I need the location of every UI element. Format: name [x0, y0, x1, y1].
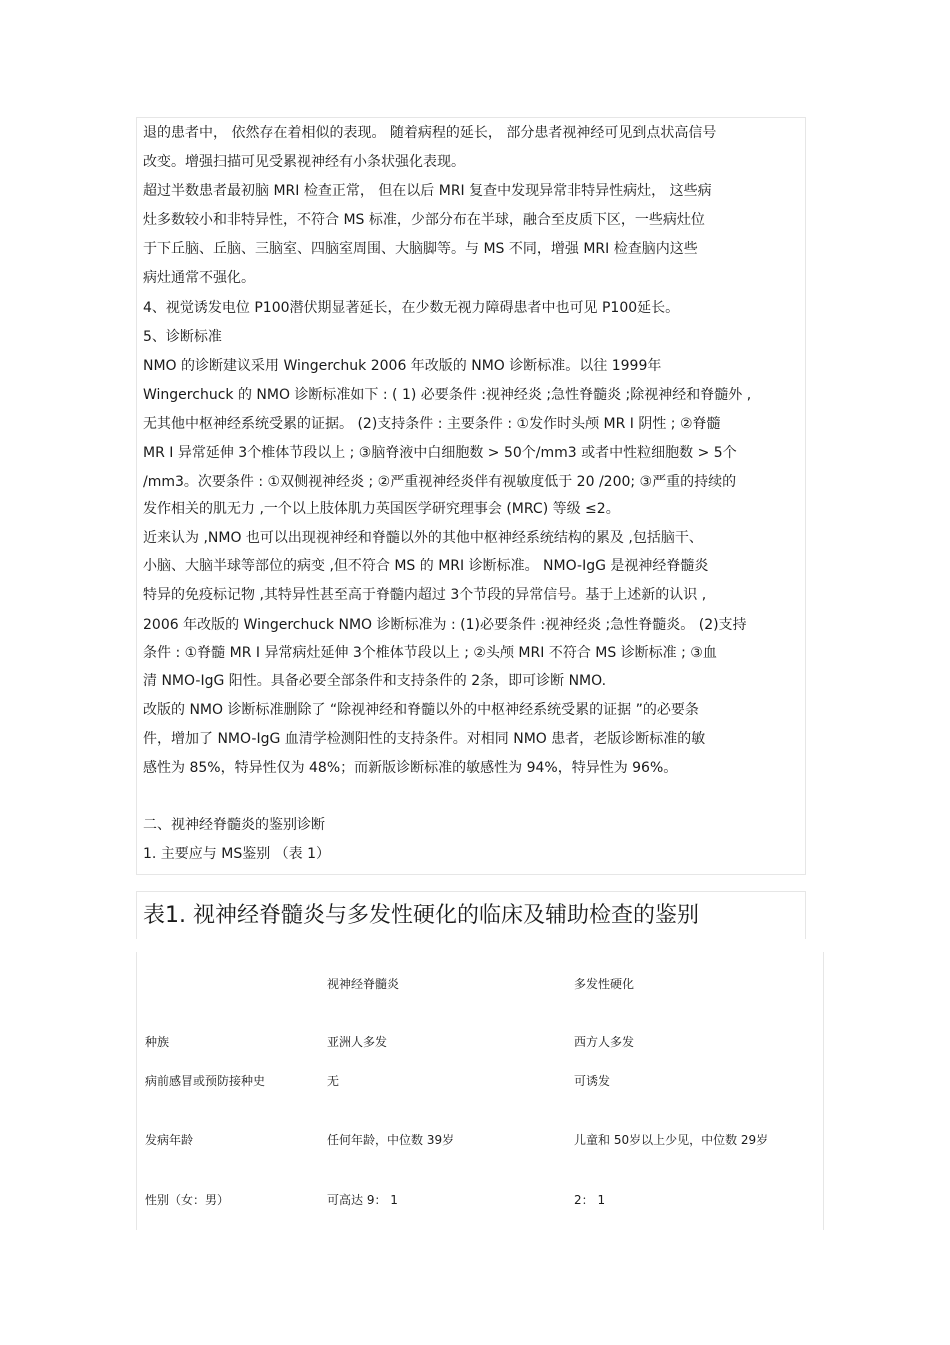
paragraph-line: /mm3。次要条件 : ①双侧视神经炎 ; ②严重视神经炎伴有视敏度低于 20 /200; ③严重的持续的 [143, 474, 737, 490]
table-cell-ms: 儿童和 50岁以上少见，中位数 29岁 [574, 1133, 769, 1147]
paragraph-line: NMO 的诊断建议采用 Wingerchuk 2006 年改版的 NMO 诊断标准。以往 1999年 [143, 358, 662, 374]
paragraph-line: MR I 异常延伸 3个椎体节段以上 ; ③脑脊液中白细胞数 > 50个/mm3 或者中性粒细胞数 > 5个 [143, 445, 737, 461]
paragraph-line: 于下丘脑、丘脑、三脑室、四脑室周围、大脑脚等。与 MS 不同，增强 MRI 检查脑内这些 [143, 241, 698, 257]
paragraph-line: 超过半数患者最初脑 MRI 检查正常， 但在以后 MRI 复查中发现异常非特异性病灶， 这些病 [143, 183, 712, 199]
table-cell-ms: 2： 1 [574, 1193, 606, 1207]
table-border [136, 952, 824, 1230]
paragraph-line: 4、视觉诱发电位 P100潜伏期显著延长，在少数无视力障碍患者中也可见 P100延长。 [143, 300, 680, 316]
paragraph-line: 感性为 85%，特异性仅为 48%；而新版诊断标准的敏感性为 94%，特异性为 96%。 [143, 760, 678, 776]
table-row-label: 发病年龄 [145, 1133, 194, 1147]
paragraph-line: 特异的免疫标记物 ,其特异性甚至高于脊髓内超过 3个节段的异常信号。基于上述新的认识 , [143, 587, 707, 603]
paragraph-line: 小脑、大脑半球等部位的病变 ,但不符合 MS 的 MRI 诊断标准。 NMO-IgG 是视神经脊髓炎 [143, 558, 709, 574]
table-row-label: 病前感冒或预防接种史 [145, 1074, 266, 1088]
paragraph-line: 近来认为 ,NMO 也可以出现视神经和脊髓以外的其他中枢神经系统结构的累及 ,包括脑干、 [143, 530, 703, 546]
paragraph-line: 改变。增强扫描可见受累视神经有小条状强化表现。 [143, 154, 465, 170]
table-row-label: 性别（女：男） [145, 1193, 230, 1207]
paragraph-line: 清 NMO-IgG 阳性。具备必要全部条件和支持条件的 2条，即可诊断 NMO. [143, 673, 607, 689]
paragraph-line: 2006 年改版的 Wingerchuck NMO 诊断标准为 : (1)必要条件 :视神经炎 ;急性脊髓炎。 (2)支持 [143, 617, 747, 633]
paragraph-line: 发作相关的肌无力 ,一个以上肢体肌力英国医学研究理事会 (MRC) 等级 ≤2。 [143, 501, 620, 517]
table-cell-nmo: 亚洲人多发 [327, 1035, 388, 1049]
paragraph-line: 灶多数较小和非特异性，不符合 MS 标准，少部分布在半球，融合至皮质下区，一些病灶位 [143, 212, 705, 228]
paragraph-line: 病灶通常不强化。 [143, 270, 255, 286]
table-header-nmo: 视神经脊髓炎 [327, 977, 400, 991]
table-cell-nmo: 可高达 9： 1 [327, 1193, 398, 1207]
table-cell-nmo: 无 [327, 1074, 340, 1088]
table-row-label: 种族 [145, 1035, 170, 1049]
paragraph-line: Wingerchuck 的 NMO 诊断标准如下 : ( 1) 必要条件 :视神经炎 ;急性脊髓炎 ;除视神经和脊髓外 , [143, 387, 752, 403]
paragraph-line: 退的患者中， 依然存在着相似的表现。 随着病程的延长， 部分患者视神经可见到点状高信号 [143, 125, 717, 141]
paragraph-line: 条件 : ①脊髓 MR I 异常病灶延伸 3个椎体节段以上 ; ②头颅 MRI 不符合 MS 诊断标准 ; ③血 [143, 645, 717, 661]
table-cell-ms: 可诱发 [574, 1074, 611, 1088]
table-header-ms: 多发性硬化 [574, 977, 635, 991]
table-cell-ms: 西方人多发 [574, 1035, 635, 1049]
paragraph-line: 改版的 NMO 诊断标准删除了 “除视神经和脊髓以外的中枢神经系统受累的证据 ”的必要条 [143, 702, 699, 718]
paragraph-line: 无其他中枢神经系统受累的证据。 (2)支持条件 : 主要条件 : ①发作时头颅 MR I 阴性 ; ②脊髓 [143, 416, 721, 432]
paragraph-line: 1. 主要应与 MS鉴别 （表 1） [143, 846, 331, 862]
section-heading: 二、视神经脊髓炎的鉴别诊断 [143, 817, 325, 833]
table-cell-nmo: 任何年龄，中位数 39岁 [327, 1133, 455, 1147]
table-title: 表1. 视神经脊髓炎与多发性硬化的临床及辅助检查的鉴别 [143, 903, 699, 928]
section-heading: 5、诊断标准 [143, 329, 222, 345]
paragraph-line: 件，增加了 NMO-IgG 血清学检测阳性的支持条件。对相同 NMO 患者，老版诊断标准的敏 [143, 731, 706, 747]
